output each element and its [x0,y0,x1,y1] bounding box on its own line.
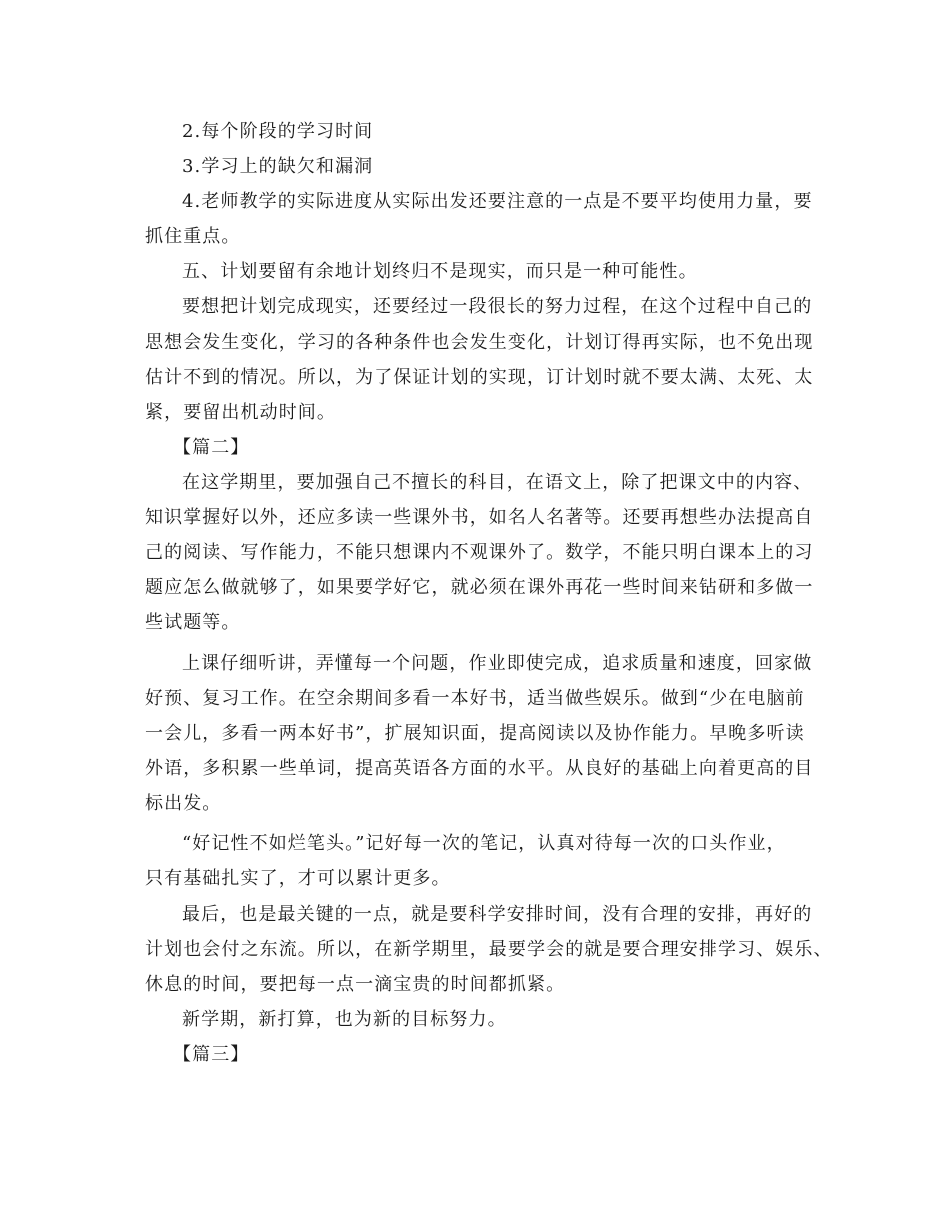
text-line-9: 紧，要留出机动时间。 [145,402,336,423]
section-heading-3: 【篇三】 [173,1044,250,1065]
text-line-21: “好记性不如烂笔头。”记好每一次的笔记，认真对待每一次的口头作业， [182,833,786,854]
text-line-22: 只有基础扎实了，才可以累计更多。 [145,868,451,889]
text-line-15: 些试题等。 [145,612,241,633]
text-line-11: 在这学期里，要加强自己不擅长的科目，在语文上，除了把课文中的内容、 [182,472,813,493]
text-line-23: 最后，也是最关键的一点，就是要科学安排时间，没有合理的安排，再好的 [182,904,813,925]
text-line-18: 一会儿，多看一两本好书”，扩展知识面，提高阅读以及协作能力。早晚多听读 [145,723,805,744]
text-line-13: 己的阅读、写作能力，不能只想课内不观课外了。数学，不能只明白课本上的习 [145,542,814,563]
text-line-26: 新学期，新打算，也为新的目标努力。 [182,1009,507,1030]
text-line-2: 3.学习上的缺欠和漏洞 [182,156,374,177]
text-line-4: 抓住重点。 [145,226,241,247]
text-line-19: 外语，多积累一些单词，提高英语各方面的水平。从良好的基础上向着更高的目 [145,758,814,779]
text-line-8: 估计不到的情况。所以，为了保证计划的实现，订计划时就不要太满、太死、太 [145,367,814,388]
text-line-3: 4.老师教学的实际进度从实际出发还要注意的一点是不要平均使用力量，要 [182,191,813,212]
text-line-24: 计划也会付之东流。所以，在新学期里，最要学会的就是要合理安排学习、娱乐、 [145,939,833,960]
section-heading-2: 【篇二】 [173,437,250,458]
text-line-14: 题应怎么做就够了，如果要学好它，就必须在课外再花一些时间来钻研和多做一 [145,577,814,598]
text-line-5: 五、计划要留有余地计划终归不是现实，而只是一种可能性。 [182,261,698,282]
text-line-7: 思想会发生变化，学习的各种条件也会发生变化，计划订得再实际，也不免出现 [145,332,814,353]
text-line-6: 要想把计划完成现实，还要经过一段很长的努力过程，在这个过程中自己的 [182,296,813,317]
text-line-16: 上课仔细听讲，弄懂每一个问题，作业即使完成，追求质量和速度，回家做 [182,653,813,674]
text-line-1: 2.每个阶段的学习时间 [182,121,374,142]
text-line-25: 休息的时间，要把每一点一滴宝贵的时间都抓紧。 [145,974,566,995]
text-line-12: 知识掌握好以外，还应多读一些课外书，如名人名著等。还要再想些办法提高自 [145,507,814,528]
text-line-17: 好预、复习工作。在空余期间多看一本好书，适当做些娱乐。做到“少在电脑前 [145,688,805,709]
text-line-20: 标出发。 [145,793,222,814]
